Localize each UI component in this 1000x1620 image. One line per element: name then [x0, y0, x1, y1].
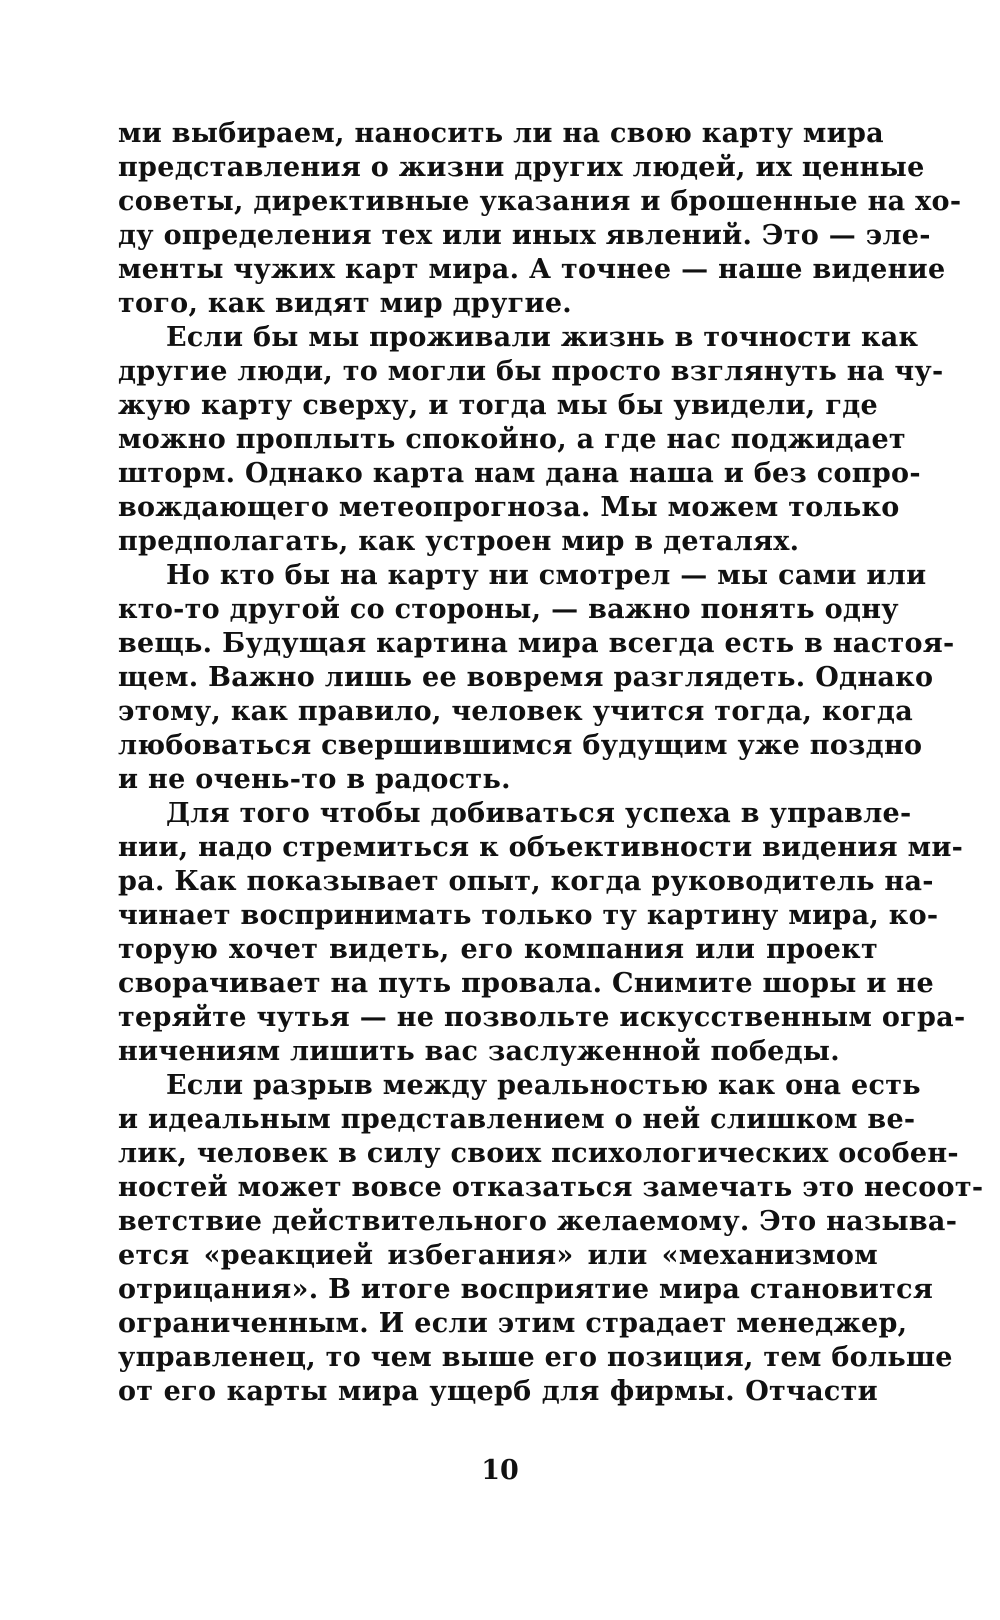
text-line: сворачивает на путь провала. Снимите шоры и не — [118, 968, 934, 999]
text-line: управленец, то чем выше его позиция, тем больше — [118, 1342, 953, 1373]
text-line: этому, как правило, человек учится тогда, когда — [118, 696, 914, 727]
text-line: ограниченным. И если этим страдает менеджер, — [118, 1308, 908, 1339]
text-line: можно проплыть спокойно, а где нас поджидает — [118, 424, 906, 455]
text-line: Но кто бы на карту ни смотрел — мы сами или — [166, 560, 927, 591]
page-number: 10 — [481, 1455, 519, 1486]
text-line: щем. Важно лишь ее вовремя разглядеть. Однако — [118, 662, 934, 693]
text-line: ра. Как показывает опыт, когда руководитель на- — [118, 866, 934, 897]
paragraph-5 — [118, 1069, 984, 1409]
text-line: представления о жизни других людей, их ценные — [118, 152, 925, 183]
text-line: ностей может вовсе отказаться замечать это несоот- — [118, 1172, 984, 1203]
text-line: отрицания». В итоге восприятие мира становится — [118, 1274, 934, 1305]
text-line: жую карту сверху, и тогда мы бы увидели, где — [118, 390, 878, 421]
text-line: теряйте чутья — не позвольте искусственным огра- — [118, 1002, 966, 1033]
paragraph-2 — [118, 321, 944, 559]
text-line: кто-то другой со стороны, — важно понять одну — [118, 594, 899, 625]
text-line: Если бы мы проживали жизнь в точности как — [166, 322, 919, 353]
paragraph-1 — [118, 117, 962, 321]
text-line: предполагать, как устроен мир в деталях. — [118, 526, 800, 557]
paragraph-3 — [118, 559, 955, 797]
text-line: торую хочет видеть, его компания или проект — [118, 934, 878, 965]
paragraph-4 — [118, 797, 966, 1069]
text-line: нии, надо стремиться к объективности видения ми- — [118, 832, 964, 863]
text-line: ветствие действительного желаемому. Это называ- — [118, 1206, 958, 1237]
text-line: менты чужих карт мира. А точнее — наше видение — [118, 254, 946, 285]
text-line: советы, директивные указания и брошенные на хо- — [118, 186, 962, 217]
text-line: вещь. Будущая картина мира всегда есть в настоя- — [118, 628, 955, 659]
text-line: ется «реакцией избегания» или «механизмом — [118, 1240, 878, 1271]
text-line: того, как видят мир другие. — [118, 288, 573, 319]
text-line: чинает воспринимать только ту картину мира, ко- — [118, 900, 939, 931]
text-line: Для того чтобы добиваться успеха в управле- — [166, 798, 912, 829]
text-line: шторм. Однако карта нам дана наша и без сопро- — [118, 458, 921, 489]
text-line: и не очень-то в радость. — [118, 764, 511, 795]
text-line: любоваться свершившимся будущим уже поздно — [118, 730, 923, 761]
text-line: ду определения тех или иных явлений. Это — эле- — [118, 220, 931, 251]
text-line: ми выбираем, наносить ли на свою карту мира — [118, 118, 884, 149]
text-line: и идеальным представлением о ней слишком ве- — [118, 1104, 916, 1135]
body-text — [118, 117, 984, 1409]
text-line: Если разрыв между реальностью как она есть — [166, 1070, 921, 1101]
text-line: ничениям лишить вас заслуженной победы. — [118, 1036, 840, 1067]
text-line: другие люди, то могли бы просто взглянуть на чу- — [118, 356, 944, 387]
text-line: от его карты мира ущерб для фирмы. Отчасти — [118, 1376, 878, 1407]
text-line: лик, человек в силу своих психологических особен- — [118, 1138, 959, 1169]
text-line: вождающего метеопрогноза. Мы можем только — [118, 492, 900, 523]
